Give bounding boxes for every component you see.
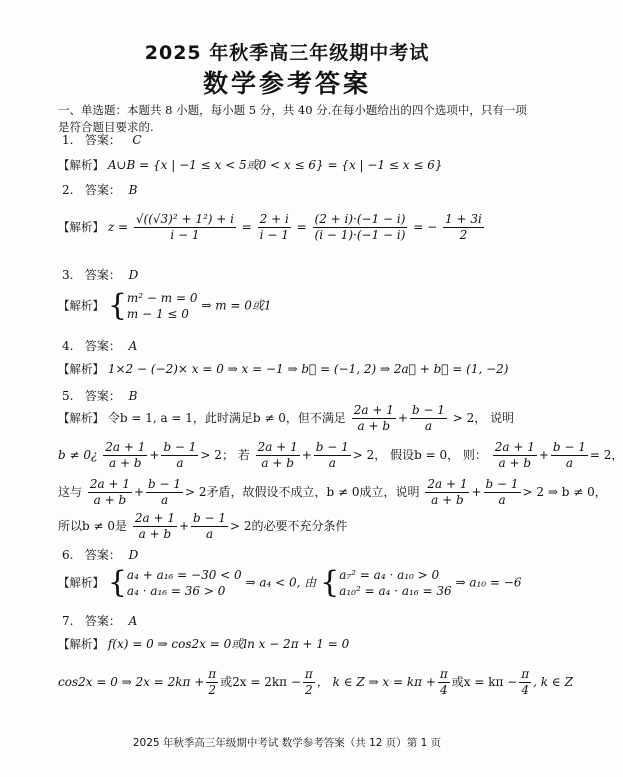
- analysis-tag: 【解析】: [58, 158, 104, 172]
- analysis-tag: 【解析】: [58, 575, 104, 590]
- answer-label: 答案：: [84, 548, 121, 562]
- fraction: $\frac{\text{√((√3)² + 1²) + i}}{i - 1}$: [135, 212, 234, 242]
- answer-label: 答案：: [84, 339, 121, 353]
- answer-label: 答案：: [84, 389, 121, 403]
- document-title: 数学参考答案: [202, 69, 371, 98]
- fraction: $\frac{1 + 3i}{2}$: [445, 212, 482, 242]
- answer-value: B: [128, 389, 138, 403]
- analysis-text: A∪B = {x | −1 ≤ x < 5或0 < x ≤ 6} = {x | −1 ≤ x ≤ 6}: [107, 158, 443, 172]
- question-1-answer: [62, 131, 142, 148]
- question-5-analysis-line-2: b ≠ 0¿ $\frac{2a + 1}{a + b}$ + $\frac{b - 1}{a}$ > 2； 若 $\frac{2a + 1}{a + b}$ + $\frac{b - 1}{a}$ > 2， 假设b = 0， 则： $\frac{2a + 1}{a + b}$ + $\frac{b - 1}{a}$ = 2，: [58, 440, 623, 470]
- answer-value: B: [128, 183, 138, 197]
- question-3-answer: [62, 266, 138, 283]
- analysis-text: 1×2 − (−2)× x = 0 ⇒ x = −1 ⇒ b⃗ = (−1, 2) ⇒ 2a⃗ + b⃗ = (1, −2): [107, 362, 509, 376]
- question-number: 3.: [62, 268, 74, 282]
- question-1-analysis: [58, 156, 442, 173]
- page-footer: 2025 年秋季高三年级期中考试 数学参考答案（共 12 页）第 1 页: [132, 737, 442, 749]
- section-intro: 一、单选题：本题共 8 小题，每小题 5 分，共 40 分.在每小题给出的四个选项中，只有一项是符合题目要求的.: [58, 103, 527, 134]
- answer-value: C: [132, 133, 142, 147]
- question-number: 7.: [62, 614, 74, 628]
- fraction: $\frac{2 + i}{i - 1}$: [259, 212, 289, 242]
- question-6-analysis: 【解析】 { a₄ + a₁₆ = −30 < 0 a₄ · a₁₆ = 36 > 0 ⇒ a₄ < 0, 由 { a₇² = a₄ · a₁₀ > 0 a₁₀² = a₄ · a₁₆ = 36 ⇒ a₁₀ = −6: [58, 565, 522, 600]
- question-5-answer: [62, 387, 137, 404]
- equation-system: a₇² = a₄ · a₁₀ > 0 a₁₀² = a₄ · a₁₆ = 36: [339, 568, 452, 598]
- fraction: $\frac{(2 + i)\cdot(-1 - i)}{(i - 1)\cdot(-1 - i)}$: [314, 212, 406, 242]
- question-number: 4.: [62, 339, 74, 353]
- question-5-analysis-line-1: 【解析】 令b = 1, a = 1，此时满足b ≠ 0，但不满足 $\frac{2a + 1}{a + b}$ + $\frac{b - 1}{a}$ > 2， 说明: [58, 403, 515, 433]
- question-number: 2.: [62, 183, 74, 197]
- answer-value: A: [128, 614, 138, 628]
- analysis-tag: 【解析】: [58, 637, 104, 651]
- equation-system: a₄ + a₁₆ = −30 < 0 a₄ · a₁₆ = 36 > 0: [126, 568, 242, 598]
- question-4-analysis: [58, 361, 508, 377]
- question-2-analysis: 【解析】 z = $\frac{\text{√((√3)² + 1²) + i}}{i - 1}$ = $\frac{2 + i}{i - 1}$ = $\frac{(2 + i)\cdot(-1 - i)}{(i - 1)\cdot(-1 - i)}$ = − $\frac{1 + 3i}{2}$: [58, 212, 482, 242]
- answer-label: 答案：: [84, 268, 121, 282]
- question-2-answer: [62, 181, 137, 198]
- question-number: 5.: [62, 389, 74, 403]
- question-5-analysis-line-3: 这与 $\frac{2a + 1}{a + b}$ + $\frac{b - 1}{a}$ > 2矛盾，故假设不成立，b ≠ 0成立，说明 $\frac{2a + 1}{a + b}$ + $\frac{b - 1}{a}$ > 2 ⇒ b ≠ 0，: [58, 477, 607, 507]
- question-number: 1.: [62, 133, 74, 147]
- question-7-analysis-line-2: cos2x = 0 ⇒ 2x = 2kπ + $\frac{\pi}{2}$ 或2x = 2kπ − $\frac{\pi}{2}$ ， k ∈ Z ⇒ x = kπ + $\frac{\pi}{4}$ 或x = kπ − $\frac{\pi}{4}$ , k ∈ Z: [58, 667, 573, 697]
- answer-label: 答案：: [84, 614, 121, 628]
- analysis-prefix: z =: [107, 220, 129, 234]
- question-3-analysis: 【解析】 { m² − m = 0 m − 1 ≤ 0 ⇒ m = 0或1: [58, 288, 272, 323]
- equation-system: m² − m = 0 m − 1 ≤ 0: [126, 291, 198, 321]
- question-7-analysis-line-1: 【解析】 f(x) = 0 ⇒ cos2x = 0或ln x − 2π + 1 = 0: [58, 637, 350, 651]
- question-number: 6.: [62, 548, 74, 562]
- answer-label: 答案：: [84, 133, 121, 147]
- question-7-answer: [62, 612, 137, 629]
- question-4-answer: [62, 337, 137, 354]
- analysis-tag: 【解析】: [58, 362, 104, 376]
- exam-title: 2025 年秋季高三年级期中考试: [144, 42, 430, 64]
- analysis-tag: 【解析】: [58, 411, 104, 425]
- question-5-analysis-line-4: 所以b ≠ 0是 $\frac{2a + 1}{a + b}$ + $\frac{b - 1}{a}$ > 2的必要不充分条件: [58, 511, 348, 541]
- answer-value: A: [128, 339, 138, 353]
- analysis-tag: 【解析】: [58, 298, 104, 313]
- analysis-tag: 【解析】: [58, 220, 104, 234]
- answer-value: D: [128, 548, 139, 562]
- answer-label: 答案：: [84, 183, 121, 197]
- question-6-answer: [62, 546, 138, 563]
- answer-value: D: [128, 268, 139, 282]
